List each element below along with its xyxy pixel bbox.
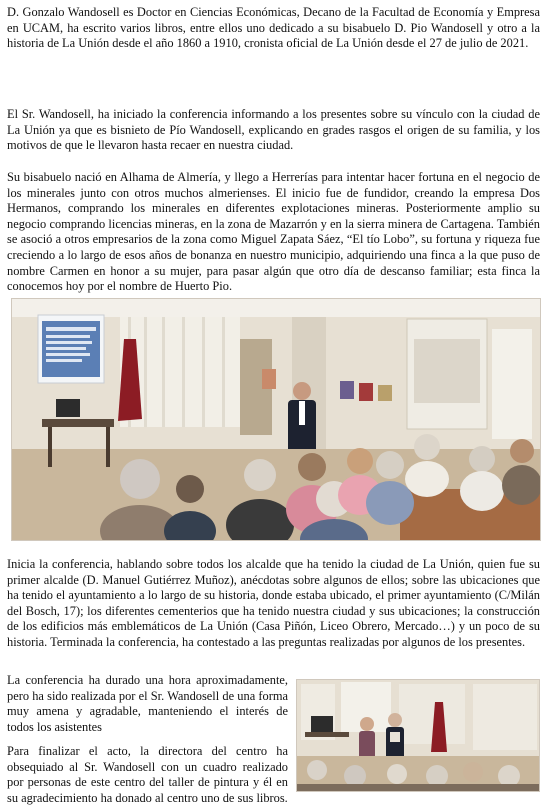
conference-photo: [11, 298, 541, 541]
gift-photo: [296, 679, 540, 792]
paragraph-talk: Inicia la conferencia, hablando sobre todos los alcalde que ha tenido la ciudad de La Unión, quien fue su primer alcalde (D. Manuel Gutiérrez Muñoz), anécdotas sobre algunos de ellos; sobre las ubicaciones que ha tenido el ayuntamiento a lo largo de su historia, donde estaba ubicado, el primer ayuntamiento (C/Milán del Bosch, 17); los diferentes cementerios que ha tenido nuestra ciudad y sus ubicaciones; la construcción de los edificios más emblemáticos de La Unión (Casa Piñón, Liceo Obrero, Mercado…) y un poco de su historia. Terminada la conferencia, ha contestado a las preguntas realizadas por algunos de los presentes.: [7, 557, 540, 649]
paragraph-history: Su bisabuelo nació en Alhama de Almería, y llego a Herrerías para intentar hacer fortuna en el negocio de los minerales junto con otros muchos almerienses. El inicio fue de fundidor, creando la empresa Dos Hermanos, comprando los minerales en diferentes explotaciones mineras. Posteriormente amplio su negocio comprando licencias mineras, en la zona de Mazarrón y en la sierra minera de Cartagena. También se asoció a otros empresarios de la zona como Miguel Zapata Sáez, “El tío Lobo”, su fortuna y riqueza fue creciendo a lo largo de esos años de bonanza en nuestro municipio, adquiriendo una finca a la que puso de nombre Carmen en honor a su mujer, para pasar algún que otro día de descanso familiar; esta finca la conocemos hoy por el nombre de Huerto Pio.: [7, 170, 540, 294]
paragraph-start: El Sr. Wandosell, ha iniciado la conferencia informando a los presentes sobre su vínculo con la ciudad de La Unión ya que es bisnieto de Pío Wandosell, explicando en grades rasgos el origen de su familia, y los motivos de que le llevaron hasta recaer en nuestra ciudad.: [7, 107, 540, 153]
paragraph-duration: La conferencia ha durado una hora aproximadamente, pero ha sido realizada por el Sr. Wandosell de una forma muy amena y agradable, manteniendo el interés de todos los asistentes: [7, 673, 288, 734]
paragraph-intro: D. Gonzalo Wandosell es Doctor en Ciencias Económicas, Decano de la Facultad de Economía y Empresa en UCAM, ha escrito varios libros, entre ellos uno dedicado a su bisabuelo D. Pio Wandosell y otro a la historia de La Unión desde el año 1860 a 1910, cronista oficial de La Unión desde el 27 de julio de 2021.: [7, 5, 540, 51]
paragraph-closing: Para finalizar el acto, la directora del centro ha obsequiado al Sr. Wandosell con un cuadro realizado por personas de este centro del taller de pintura y él en su agradecimiento ha donado al centro uno de sus libros.: [7, 744, 288, 805]
